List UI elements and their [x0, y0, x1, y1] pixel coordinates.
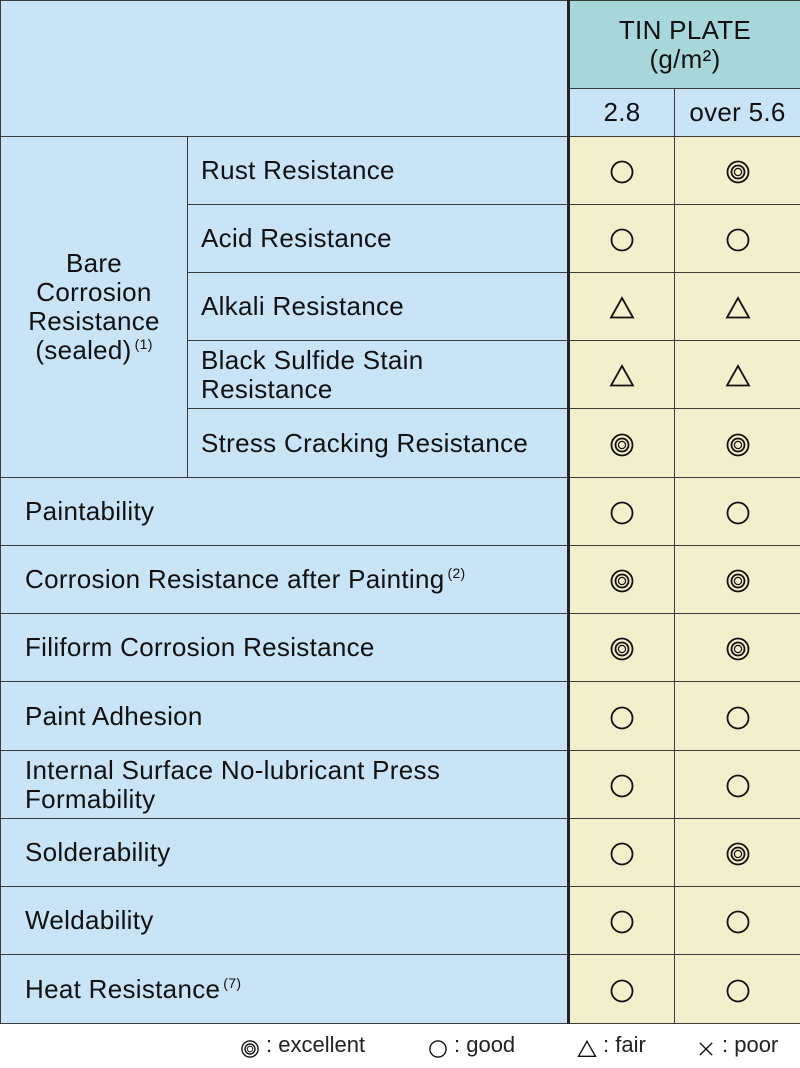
circle-icon — [725, 978, 751, 1004]
triangle-icon — [609, 295, 635, 321]
rating-cell — [675, 614, 800, 682]
double-circle-icon — [725, 636, 751, 662]
triangle-icon — [725, 363, 751, 389]
table-row — [1, 682, 800, 751]
footnote-ref: (2) — [447, 565, 465, 581]
table-row — [1, 819, 800, 887]
circle-icon — [609, 500, 635, 526]
table-row — [1, 546, 800, 614]
circle-icon — [609, 227, 635, 253]
rating-cell — [675, 819, 800, 887]
table-row — [1, 955, 800, 1024]
rating-cell — [569, 273, 675, 341]
cross-icon — [696, 1035, 716, 1055]
rating-cell — [569, 341, 675, 409]
circle-icon — [428, 1035, 448, 1055]
row-label: Paint Adhesion — [1, 682, 569, 751]
tin-plate-unit: (g/m²) — [570, 45, 800, 74]
row-label: Filiform Corrosion Resistance — [1, 614, 569, 682]
rating-cell — [569, 955, 675, 1024]
circle-icon — [725, 773, 751, 799]
rating-cell — [675, 273, 800, 341]
header-corner — [1, 1, 569, 137]
double-circle-icon — [609, 568, 635, 594]
rating-cell — [569, 887, 675, 955]
table-row — [1, 137, 800, 205]
circle-icon — [725, 705, 751, 731]
rating-cell — [569, 137, 675, 205]
rating-cell — [675, 955, 800, 1024]
rating-cell — [569, 409, 675, 478]
rating-cell — [675, 546, 800, 614]
column-header-2-8: 2.8 — [569, 89, 675, 137]
row-label: Paintability — [1, 478, 569, 546]
table-row — [1, 478, 800, 546]
double-circle-icon — [725, 841, 751, 867]
row-label: Alkali Resistance — [188, 273, 569, 341]
circle-icon — [609, 773, 635, 799]
footnote-ref: (1) — [135, 336, 153, 352]
double-circle-icon — [609, 636, 635, 662]
rating-cell — [675, 682, 800, 751]
rating-cell — [675, 478, 800, 546]
rating-cell — [569, 478, 675, 546]
rating-cell — [675, 205, 800, 273]
rating-cell — [675, 887, 800, 955]
row-label: Rust Resistance — [188, 137, 569, 205]
circle-icon — [609, 705, 635, 731]
circle-icon — [725, 227, 751, 253]
legend-item-excellent: : excellent — [240, 1028, 365, 1061]
legend-item-fair: : fair — [577, 1028, 646, 1061]
rating-cell — [569, 614, 675, 682]
legend-item-good: : good — [428, 1028, 515, 1061]
rating-cell — [569, 819, 675, 887]
row-label: Stress Cracking Resistance — [188, 409, 569, 478]
column-header-over-5-6: over 5.6 — [675, 89, 800, 137]
circle-icon — [609, 159, 635, 185]
legend — [0, 1028, 800, 1061]
row-label: Corrosion Resistance after Painting $^{(2)}$ — [1, 546, 569, 614]
circle-icon — [609, 909, 635, 935]
circle-icon — [609, 978, 635, 1004]
row-label: Weldability — [1, 887, 569, 955]
double-circle-icon — [725, 568, 751, 594]
triangle-icon — [609, 363, 635, 389]
legend-item-poor: : poor — [696, 1028, 778, 1061]
rating-cell — [675, 137, 800, 205]
row-label: Heat Resistance $^{(7)}$ — [1, 955, 569, 1024]
tin-plate-title: TIN PLATE — [570, 16, 800, 45]
double-circle-icon — [725, 159, 751, 185]
circle-icon — [725, 500, 751, 526]
rating-cell — [675, 409, 800, 478]
double-circle-icon — [609, 432, 635, 458]
row-label: Black Sulfide Stain Resistance — [188, 341, 569, 409]
row-label: Solderability — [1, 819, 569, 887]
circle-icon — [609, 841, 635, 867]
rating-cell — [675, 751, 800, 819]
triangle-icon — [577, 1035, 597, 1055]
table-row — [1, 614, 800, 682]
table-row — [1, 887, 800, 955]
circle-icon — [725, 909, 751, 935]
tin-plate-header — [569, 1, 800, 89]
row-label: Acid Resistance — [188, 205, 569, 273]
bare-corrosion-group-label: Bare Corrosion Resistance (sealed) $^{(1)}$ — [1, 137, 188, 478]
double-circle-icon — [725, 432, 751, 458]
rating-cell — [569, 205, 675, 273]
rating-cell — [569, 751, 675, 819]
triangle-icon — [725, 295, 751, 321]
rating-cell — [569, 546, 675, 614]
double-circle-icon — [240, 1035, 260, 1055]
footnote-ref: (7) — [223, 975, 241, 991]
rating-cell — [569, 682, 675, 751]
rating-cell — [675, 341, 800, 409]
row-label: Internal Surface No-lubricant Press Formability — [1, 751, 569, 819]
table-row — [1, 751, 800, 819]
